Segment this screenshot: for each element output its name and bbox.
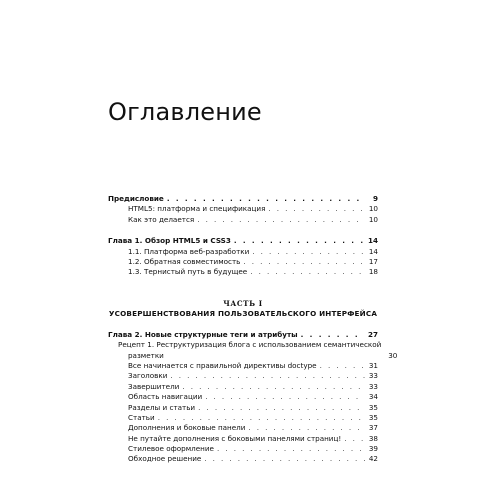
toc-entry-title: Стилевое оформление (128, 444, 214, 454)
toc-entry-page: 17 (368, 256, 378, 266)
dot-leader (197, 215, 365, 225)
dot-leader (182, 382, 365, 392)
toc-entry-page: 9 (372, 194, 378, 203)
toc-entry-page: 35 (368, 402, 378, 412)
toc-entry-title: Не путайте дополнения с боковыми панелями страниц! (128, 433, 342, 443)
toc-entry[interactable] (108, 423, 378, 433)
toc-entry-page: 35 (368, 412, 378, 422)
toc-entry[interactable] (108, 215, 378, 225)
toc-entry-title: 1.1. Платформа веб-разработки (128, 246, 250, 256)
toc-entry-title: Обходное решение (128, 454, 202, 464)
dot-leader (268, 204, 365, 214)
toc-entry-title: 1.2. Обратная совместимость (128, 256, 241, 266)
dot-leader (301, 330, 363, 340)
toc-entry-page: 34 (368, 392, 378, 402)
part-title: УСОВЕРШЕНСТВОВАНИЯ ПОЛЬЗОВАТЕЛЬСКОГО ИНТЕРФЕЙСА (108, 308, 378, 318)
toc-entry-page: 10 (368, 214, 378, 224)
toc-entry-recipe-1[interactable] (108, 340, 398, 361)
page-title: Оглавление (108, 98, 262, 126)
toc-entry-page: 39 (368, 444, 378, 454)
dot-leader (217, 444, 365, 454)
toc-entry-title: Дополнения и боковые панели (128, 423, 246, 433)
toc-entry-title: 1.3. Тернистый путь в будущее (128, 267, 248, 277)
toc-entry-title: Глава 2. Новые структурные теги и атрибуты (108, 329, 298, 339)
dot-leader (344, 434, 365, 444)
toc-entry[interactable] (108, 371, 378, 381)
toc-entry-page: 14 (367, 236, 378, 246)
toc-entry[interactable] (108, 392, 378, 402)
toc-entry[interactable] (108, 403, 378, 413)
dot-leader (170, 371, 365, 381)
toc-entry[interactable] (108, 257, 378, 267)
toc-entry-title: Область навигации (128, 392, 203, 402)
dot-leader (248, 423, 365, 433)
dot-leader (234, 236, 363, 246)
dot-leader (320, 361, 365, 371)
toc-entry-chapter-2[interactable] (108, 330, 378, 340)
toc-entry-title: HTML5: платформа и спецификация (128, 204, 266, 214)
toc-entry[interactable] (108, 247, 378, 257)
toc-entry[interactable] (108, 444, 378, 454)
toc-entry-preface[interactable] (108, 194, 378, 204)
toc-entry-title: Глава 1. Обзор HTML5 и CSS3 (108, 236, 231, 246)
dot-leader (205, 392, 365, 402)
toc-entry-title: Как это делается (128, 214, 195, 224)
toc-entry[interactable] (108, 361, 378, 371)
toc-entry-page: 30 (388, 350, 398, 360)
toc-entry[interactable] (108, 382, 378, 392)
toc-entry-title: Заголовки (128, 371, 168, 381)
toc-entry-page: 37 (368, 423, 378, 433)
toc-entry-title: Все начинается с правильной директивы doctype (128, 360, 317, 370)
toc-entry-page: 27 (367, 329, 378, 339)
dot-leader (243, 257, 365, 267)
toc-entry-chapter-1[interactable] (108, 236, 378, 246)
toc-entry-title: Статьи (128, 412, 155, 422)
toc-entry-page: 33 (368, 371, 378, 381)
toc-entry-page: 10 (368, 204, 378, 214)
toc-entry[interactable] (108, 434, 378, 444)
toc-entry-page: 38 (368, 433, 378, 443)
recipe-title-line-2: разметки (128, 350, 164, 360)
dot-leader (158, 413, 365, 423)
toc-entry-title: Разделы и статьи (128, 402, 196, 412)
toc-entry[interactable] (108, 413, 378, 423)
toc-entry[interactable] (108, 204, 378, 214)
toc-entry-title: Предисловие (108, 194, 164, 203)
toc-entry-page: 14 (368, 246, 378, 256)
dot-leader (250, 267, 365, 277)
dot-leader (167, 194, 363, 204)
toc-entry-page: 18 (368, 267, 378, 277)
toc-entry[interactable] (108, 454, 378, 464)
toc-entry-page: 42 (368, 454, 378, 464)
table-of-contents (108, 194, 398, 465)
toc-entry-page: 33 (368, 381, 378, 391)
toc-entry[interactable] (108, 267, 378, 277)
dot-leader (252, 247, 365, 257)
toc-entry-page: 31 (368, 360, 378, 370)
dot-leader (198, 403, 365, 413)
dot-leader (204, 454, 365, 464)
toc-entry-title: Завершители (128, 381, 180, 391)
part-label: ЧАСТЬ I (223, 298, 263, 308)
toc-entry-title (118, 340, 381, 361)
recipe-title-line-1: Рецепт 1. Реструктуризация блога с использованием семантической (118, 340, 382, 350)
